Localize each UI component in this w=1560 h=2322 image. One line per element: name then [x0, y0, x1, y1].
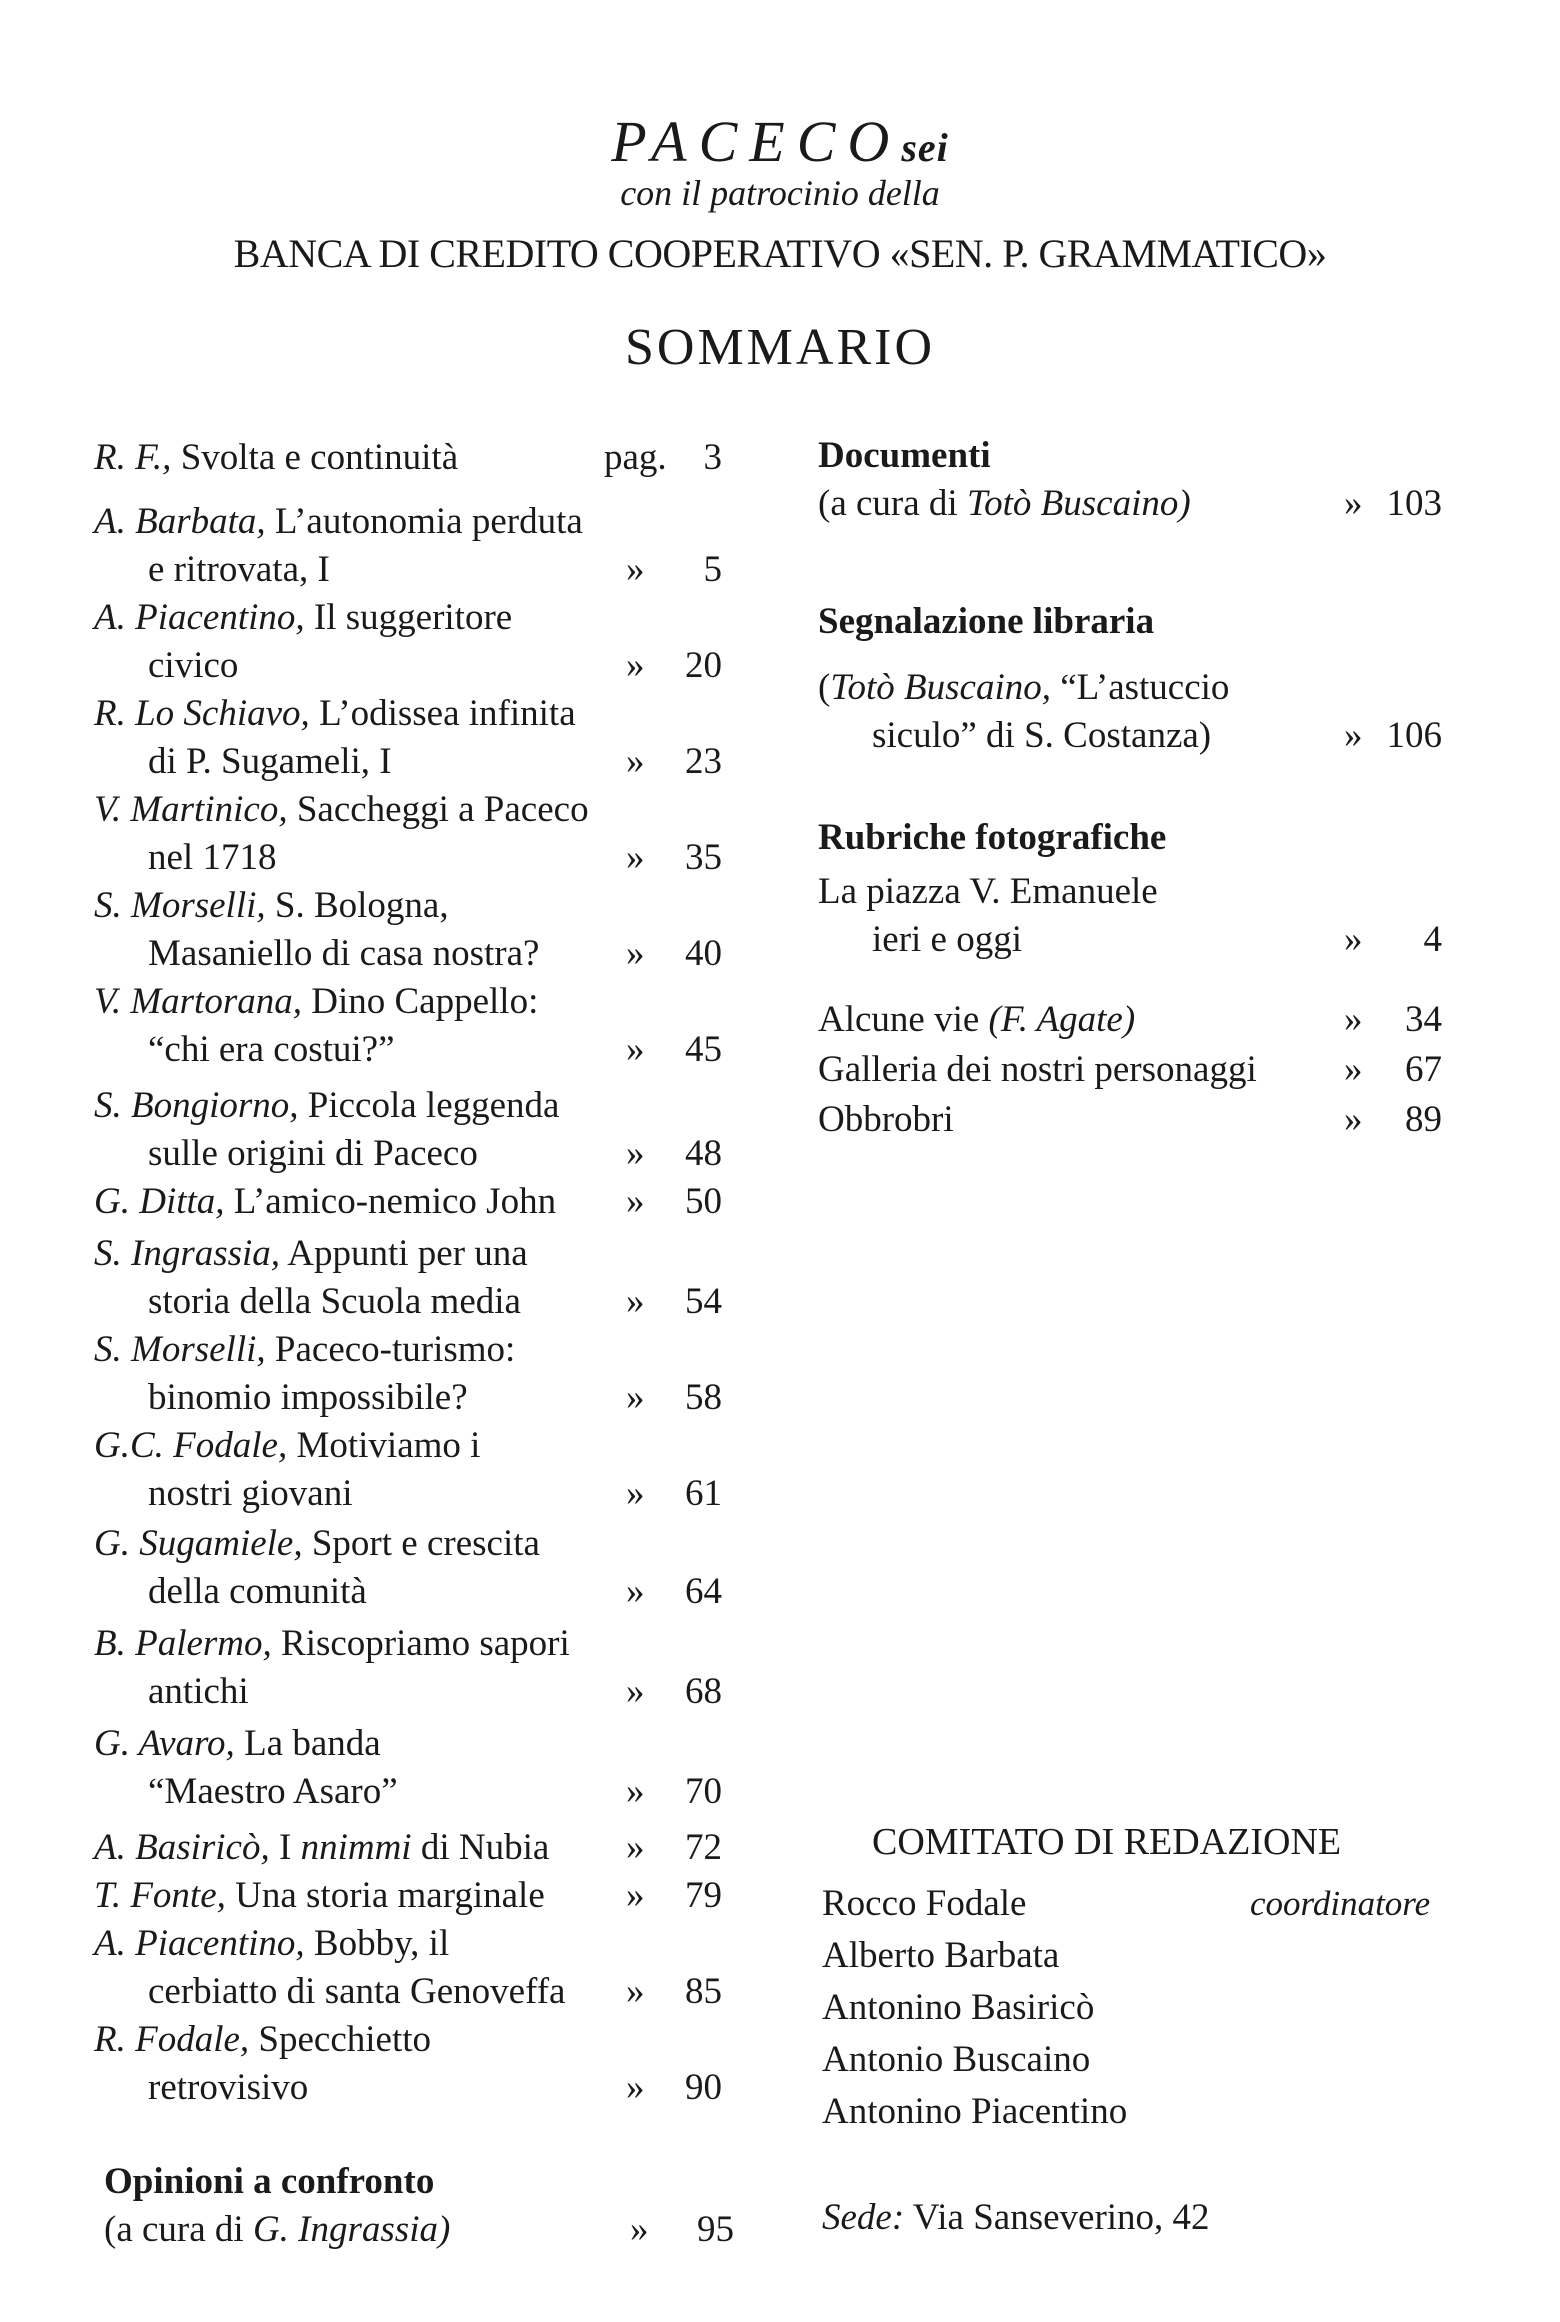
toc-entry-line [94, 546, 734, 594]
toc-title-cont: binomio impossibile? [148, 1377, 468, 1418]
toc-title-cont: sulle origini di Paceco [148, 1133, 478, 1174]
toc-title-cont: civico [148, 645, 239, 686]
toc-entry [94, 1920, 734, 2016]
toc-title-italic: nnimmi [300, 1827, 412, 1868]
toc-entry-line [94, 930, 734, 978]
toc-entry-line [94, 1178, 734, 1226]
section-title: SOMMARIO [624, 319, 936, 376]
toc-title-cont: e ritrovata, I [148, 549, 330, 590]
page-number: 103 [1386, 483, 1442, 524]
toc-entry-line [94, 1326, 734, 1374]
page-marker: » [626, 1281, 645, 1322]
opinioni-entry: (a cura di G. Ingrassia) » 95 [104, 2206, 740, 2254]
toc-title: Una storia marginale [225, 1875, 545, 1916]
page-number: 61 [685, 1473, 722, 1514]
toc-entry [94, 1824, 734, 1872]
toc-author: G. Avaro, [94, 1723, 235, 1764]
page-marker: » [626, 1827, 645, 1868]
page-number: 4 [1423, 919, 1442, 960]
documenti-entry: (a cura di Totò Buscaino) » 103 [818, 480, 1444, 528]
page-number: 48 [685, 1133, 722, 1174]
page-number: 79 [685, 1875, 722, 1916]
toc-title-cont: di P. Sugameli, I [148, 741, 392, 782]
toc-entry-line [94, 1668, 734, 1716]
toc-author: A. Basiricò, [94, 1827, 270, 1868]
toc-title: L’amico-nemico John [224, 1181, 557, 1222]
page-marker: » [626, 549, 645, 590]
toc-title: Piccola leggenda [298, 1085, 560, 1126]
page-marker: » [1344, 999, 1363, 1040]
toc-entry-line [94, 1422, 734, 1470]
toc-entry [94, 434, 734, 482]
toc-author: T. Fonte, [94, 1875, 226, 1916]
page-marker: » [626, 2067, 645, 2108]
toc-entry [94, 690, 734, 786]
toc-title: Riscopriamo sapori [271, 1623, 570, 1664]
toc-entry [94, 1230, 734, 1326]
toc-entry-line [94, 1568, 734, 1616]
title-text: PACECO [611, 109, 902, 174]
toc-title: S. Bologna, [265, 885, 449, 926]
toc-entry [94, 1720, 734, 1816]
toc-title-cont: nostri giovani [148, 1473, 353, 1514]
page-number: 72 [685, 1827, 722, 1868]
rubrica-line [818, 996, 1444, 1044]
comitato-member: Alberto Barbata [822, 1935, 1060, 1976]
toc-title: Specchietto [249, 2019, 432, 2060]
toc-title: Il suggeritore [304, 597, 513, 638]
comitato-member: Antonino Piacentino [822, 2091, 1128, 2132]
toc-entry-line [94, 1920, 734, 1968]
toc-entry [94, 1178, 734, 1226]
page-marker: » [626, 1133, 645, 1174]
toc-entry-line [94, 434, 734, 482]
page-marker: » [626, 1473, 645, 1514]
toc-title: L’autonomia perduta [265, 501, 583, 542]
toc-title-cont: antichi [148, 1671, 249, 1712]
rubriche-heading: Rubriche fotografiche [818, 817, 1167, 858]
page-marker: » [626, 1671, 645, 1712]
page-number: 89 [1405, 1099, 1442, 1140]
page-number: 3 [703, 437, 722, 478]
toc-title: Appunti per una [280, 1233, 528, 1274]
toc-entry-line [94, 1130, 734, 1178]
toc-entry-line [94, 594, 734, 642]
page-marker: » [626, 1875, 645, 1916]
toc-author: G.C. Fodale, [94, 1425, 288, 1466]
toc-title: I [269, 1827, 301, 1868]
segnalazione-heading: Segnalazione libraria [818, 601, 1155, 642]
toc-entry [94, 594, 734, 690]
comitato-title: COMITATO DI REDAZIONE [872, 1821, 1342, 1863]
toc-title-cont: retrovisivo [148, 2067, 309, 2108]
toc-entry [94, 882, 734, 978]
page-marker: » [626, 933, 645, 974]
toc-entry-line [94, 1374, 734, 1422]
toc-entry-line [94, 690, 734, 738]
toc-author: V. Martinico, [94, 789, 288, 830]
sede-address: Via Sanseverino, 42 [904, 2197, 1210, 2238]
patronage-line: con il patrocinio della [620, 173, 940, 213]
documenti-heading: Documenti [818, 435, 991, 476]
toc-title-tail: di Nubia [411, 1827, 550, 1868]
toc-entry-line [94, 1720, 734, 1768]
comitato-member: Antonino Basiricò [822, 1987, 1095, 2028]
toc-author: G. Sugamiele, [94, 1523, 303, 1564]
toc-entry [94, 1520, 734, 1616]
page-number: 58 [685, 1377, 722, 1418]
opinioni-heading: Opinioni a confronto [104, 2161, 435, 2202]
toc-title-cont: cerbiatto di santa Genoveffa [148, 1971, 566, 2012]
toc-entry [94, 1872, 734, 1920]
toc-entry [94, 2016, 734, 2112]
rubrica-item [818, 868, 1444, 964]
rubrica-title-cont: ieri e oggi [872, 919, 1023, 960]
rubrica-title: Obbrobri [818, 1099, 954, 1140]
toc-title-cont: “Maestro Asaro” [148, 1771, 398, 1812]
toc-entry-line [94, 1470, 734, 1518]
toc-entry [94, 1326, 734, 1422]
page-number: 35 [685, 837, 722, 878]
page-number: 40 [685, 933, 722, 974]
toc-entry-line [94, 1872, 734, 1920]
toc-entry-line [94, 498, 734, 546]
page-marker: » [626, 1571, 645, 1612]
toc-entry-line [94, 1230, 734, 1278]
page-marker: » [626, 1029, 645, 1070]
toc-entry-line [94, 882, 734, 930]
toc-author: A. Barbata, [94, 501, 266, 542]
comitato-member: Antonio Buscaino [822, 2039, 1091, 2080]
comitato-role: coordinatore [1250, 1884, 1431, 1923]
page-marker: » [626, 741, 645, 782]
page-marker: » [1344, 919, 1363, 960]
toc-title-cont: “chi era costui?” [148, 1029, 395, 1070]
rubrica-line [818, 1096, 1444, 1144]
page-number: 23 [685, 741, 722, 782]
toc-entry-line [94, 1768, 734, 1816]
page-number: 68 [685, 1671, 722, 1712]
page-marker: » [626, 1181, 645, 1222]
segnalazione-entry: (Totò Buscaino, “L’astuccio siculo” di S. Costanza) » 106 [818, 664, 1444, 760]
toc-author: S. Bongiorno, [94, 1085, 299, 1126]
page-number: 5 [703, 549, 722, 590]
toc-title: Motiviamo i [287, 1425, 481, 1466]
page-number: 54 [685, 1281, 722, 1322]
toc-author: S. Ingrassia, [94, 1233, 281, 1274]
toc-title: Saccheggi a Paceco [287, 789, 589, 830]
title-suffix: sei [901, 125, 949, 170]
toc-entry-line [94, 1026, 734, 1074]
page-number: 45 [685, 1029, 722, 1070]
toc-author: V. Martorana, [94, 981, 302, 1022]
toc-entry [94, 786, 734, 882]
sede-line [822, 2196, 1210, 2239]
toc-title: Paceco-turismo: [265, 1329, 516, 1370]
toc-entry-line [94, 1824, 734, 1872]
toc-entry-line [94, 1082, 734, 1130]
rubrica-line [818, 1046, 1444, 1094]
page-number: 106 [1386, 715, 1442, 756]
toc-author: R. F., [94, 437, 172, 478]
page-number: 67 [1405, 1049, 1442, 1090]
toc-title-cont: storia della Scuola media [148, 1281, 521, 1322]
page-marker: » [626, 645, 645, 686]
toc-entry-line [94, 1520, 734, 1568]
toc-title-cont: nel 1718 [148, 837, 277, 878]
comitato-member: Rocco Fodale [822, 1883, 1027, 1924]
toc-title: Svolta e continuità [171, 437, 459, 478]
toc-entry-line [94, 642, 734, 690]
toc-entry-line [94, 786, 734, 834]
page-number: 90 [685, 2067, 722, 2108]
bank-name: BANCA DI CREDITO COOPERATIVO «SEN. P. GRAMMATICO» [233, 231, 1327, 276]
page-label: pag. [604, 437, 667, 478]
toc-entry [94, 498, 734, 594]
sede-label: Sede: [822, 2197, 905, 2238]
toc-author: S. Morselli, [94, 885, 266, 926]
rubrica-title: Galleria dei nostri personaggi [818, 1049, 1257, 1090]
toc-title: La banda [234, 1723, 381, 1764]
toc-entry [94, 1082, 734, 1178]
toc-entry-line [94, 2064, 734, 2112]
toc-entry-line [94, 1968, 734, 2016]
toc-title: Bobby, il [304, 1923, 450, 1964]
toc-author: S. Morselli, [94, 1329, 266, 1370]
toc-entry-line [94, 1620, 734, 1668]
toc-author: R. Fodale, [94, 2019, 250, 2060]
page-number: 85 [685, 1971, 722, 2012]
toc-author: R. Lo Schiavo, [94, 693, 310, 734]
rubrica-author: (F. Agate) [988, 999, 1136, 1040]
toc-entry [94, 978, 734, 1074]
page-number: 34 [1405, 999, 1442, 1040]
page-number: 95 [697, 2209, 734, 2250]
page-number: 50 [685, 1181, 722, 1222]
rubrica-item [818, 1096, 1444, 1144]
toc-title: L’odissea infinita [309, 693, 576, 734]
rubrica-title: Alcune vie [818, 999, 989, 1040]
toc-entry-line [94, 2016, 734, 2064]
rubrica-title: La piazza V. Emanuele [818, 871, 1158, 912]
rubrica-line [818, 916, 1444, 964]
magazine-title [0, 108, 1560, 175]
toc-entry [94, 1422, 734, 1518]
page-marker: » [626, 837, 645, 878]
toc-entry-line [94, 978, 734, 1026]
rubrica-item [818, 1046, 1444, 1094]
page-marker: » [1344, 1049, 1363, 1090]
page-number: 64 [685, 1571, 722, 1612]
toc-title-cont: della comunità [148, 1571, 367, 1612]
page-number: 20 [685, 645, 722, 686]
rubrica-item [818, 996, 1444, 1044]
page-marker: » [626, 1377, 645, 1418]
toc-author: G. Ditta, [94, 1181, 225, 1222]
toc-entry-line [94, 1278, 734, 1326]
toc-author: A. Piacentino, [94, 597, 305, 638]
toc-title-cont: Masaniello di casa nostra? [148, 933, 540, 974]
page-marker: » [1344, 1099, 1363, 1140]
toc-entry-line [94, 834, 734, 882]
page-marker: » [626, 1971, 645, 2012]
page-marker: » [626, 1771, 645, 1812]
toc-title: Dino Cappello: [301, 981, 539, 1022]
rubrica-line [818, 868, 1444, 916]
toc-entry [94, 1620, 734, 1716]
toc-author: B. Palermo, [94, 1623, 272, 1664]
page-number: 70 [685, 1771, 722, 1812]
toc-title: Sport e crescita [302, 1523, 540, 1564]
toc-entry-line [94, 738, 734, 786]
toc-author: A. Piacentino, [94, 1923, 305, 1964]
